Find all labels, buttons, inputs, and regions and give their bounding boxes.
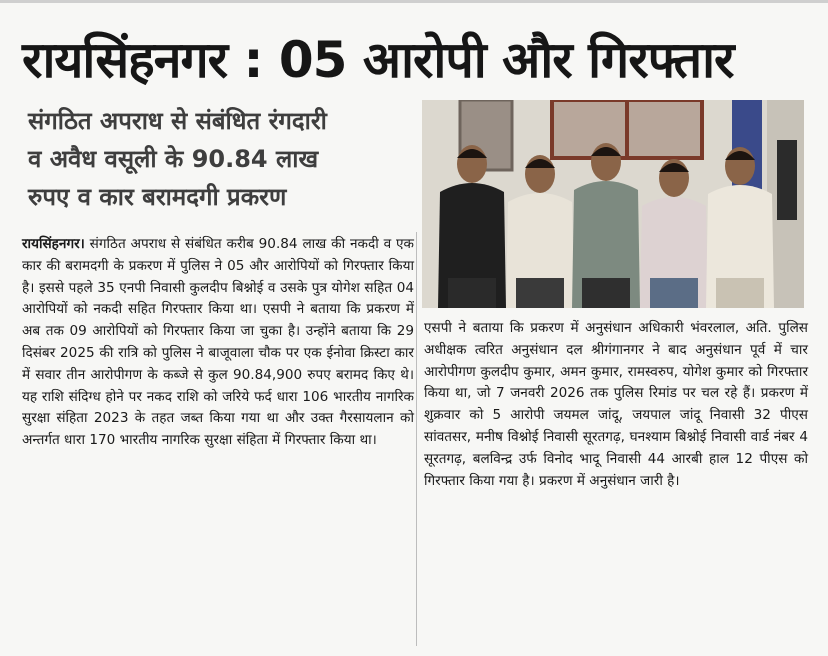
subhead-line: संगठित अपराध से संबंधित रंगदारी xyxy=(28,107,327,135)
wall-fixture xyxy=(777,140,797,220)
column-divider xyxy=(416,232,417,646)
subhead-line: रुपए व कार बरामदगी प्रकरण xyxy=(28,183,287,211)
photo-illustration xyxy=(422,100,804,308)
news-photo xyxy=(422,100,804,308)
subhead-line: व अवैध वसूली के 90.84 लाख xyxy=(28,145,319,173)
body-column-right xyxy=(424,318,808,492)
subheadline xyxy=(28,102,418,216)
headline: रायसिंहनगर : 05 आरोपी और गिरफ्तार xyxy=(22,31,734,89)
top-rule xyxy=(0,0,828,3)
body-text-left: संगठित अपराध से संबंधित करीब 90.84 लाख की नकदी व एक कार की बरामदगी के प्रकरण में पुलिस ने 05 और आरोपियों को गिरफ्तार किया है। इससे पहले 35 एनपी निवासी कुलदीप बिश्नोई व उसके पुत्र योगेश सहित 04 आरोपियों को नकदी सहित गिरफ्तार किया था। एसपी ने बताया कि प्रकरण में अब तक 09 आरोपियों को गिरफ्तार किया जा चुका है। उन्होंने बताया कि 29 दिसंबर 2025 की रात्रि को पुलिस ने बाजूवाला चौक पर एक ईनोवा क्रिस्टा कार में सवार तीन आरोपीगण के कब्जे से कुल 90.84,900 रुपए बरामद किए थे। यह राशि संदिग्ध होने पर नकद राशि को जरिये फर्द धारा 106 भारतीय नागरिक सुरक्षा संहिता 2023 के तहत जब्त किया गया था और उक्त गैरसायलान को अन्तर्गत धारा 170 भारतीय नागरिक सुरक्षा संहिता में गिरफ्तार किया था। xyxy=(22,236,414,449)
dateline: रायसिंहनगर। xyxy=(22,236,85,252)
body-text-right: एसपी ने बताया कि प्रकरण में अनुसंधान अधिकारी भंवरलाल, अति. पुलिस अधीक्षक त्वरित अनुसंधान दल श्रीगंगानगर ने बाद अनुसंधान पूर्व में चार आरोपीगण कुलदीप कुमार, अमन कुमार, रामस्वरुप, योगेश कुमार को गिरफ्तार किया था, जो 7 जनवरी 2026 तक पुलिस रिमांड पर चल रहे हैं। प्रकरण में शुक्रवार को 5 आरोपी जयमल जांदू, जयपाल जांदू निवासी 32 पीएस सांवतसर, मनीष विश्नोई निवासी सूरतगढ़, घनश्याम बिश्नोई निवासी वार्ड नंबर 4 सूरतगढ़, बलविन्द्र उर्फ विनोद भादू निवासी 44 आरबी हाल 12 पीएस को गिरफ्तार किया गया है। प्रकरण में अनुसंधान जारी है। xyxy=(424,320,808,489)
body-column-left xyxy=(22,234,414,452)
